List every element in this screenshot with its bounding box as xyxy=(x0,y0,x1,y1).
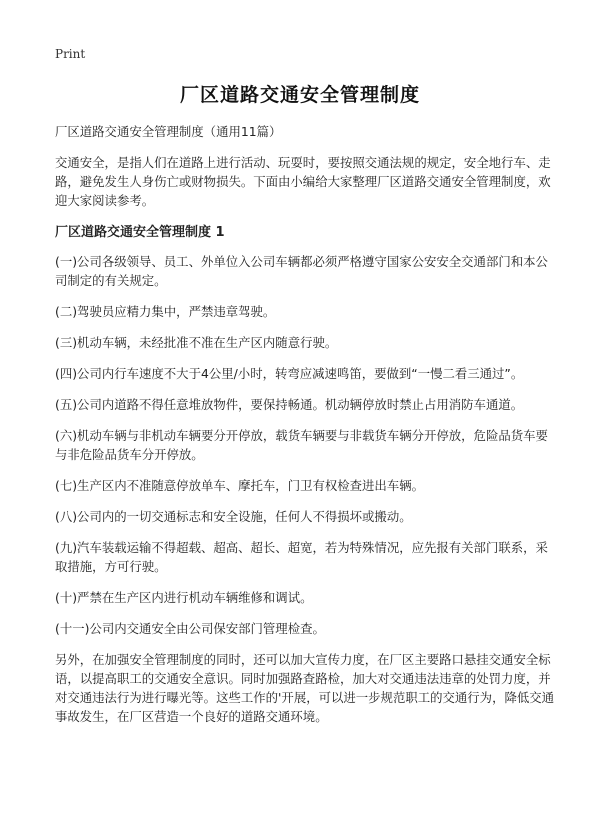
page-title: 厂区道路交通安全管理制度 xyxy=(179,84,420,106)
rule-item-5: (五)公司内道路不得任意堆放物件，要保持畅通。机动辆停放时禁止占用消防车通道。 xyxy=(55,397,524,412)
closing-paragraph: 另外，在加强安全管理制度的同时，还可以加大宣传力度，在厂区主要路口悬挂交通安全标语，以提高职工的交通安全意识。同时加强路查路检，加大对交通违法违章的处罚力度，并对交通违法行为进行曝光等。这些工作的'开展，可以进一步规范职工的交通行为，降低交通事故发生，在厂区营造一个良好的道路交通环境。 xyxy=(55,652,555,724)
rule-item-9: (九)汽车装载运输不得超载、超高、超长、超宽，若为特殊情况，应先报有关部门联系，采取措施，方可行驶。 xyxy=(55,540,548,574)
rule-item-7: (七)生产区内不准随意停放单车、摩托车，门卫有权检查进出车辆。 xyxy=(55,478,424,493)
document-body xyxy=(55,122,555,726)
rule-item-8: (八)公司内的一切交通标志和安全设施，任何人不得损坏或搬动。 xyxy=(55,509,412,524)
intro-paragraph: 交通安全，是指人们在道路上进行活动、玩耍时，要按照交通法规的规定，安全地行车、走路，避免发生人身伤亡或财物损失。下面由小编给大家整理厂区道路交通安全管理制度，欢迎大家阅读参考。 xyxy=(55,155,551,208)
rule-item-3: (三)机动车辆，未经批准不准在生产区内随意行驶。 xyxy=(55,335,338,350)
print-link[interactable]: Print xyxy=(55,47,86,61)
document-subtitle: 厂区道路交通安全管理制度（通用11篇） xyxy=(55,124,282,139)
rule-item-6: (六)机动车辆与非机动车辆要分开停放，载货车辆要与非载货车辆分开停放，危险品货车要与非危险品货车分开停放。 xyxy=(55,428,548,462)
rule-item-2: (二)驾驶员应精力集中，严禁违章驾驶。 xyxy=(55,304,276,319)
rule-item-4: (四)公司内行车速度不大于4公里/小时，转弯应减速鸣笛，要做到“一慢二看三通过”。 xyxy=(55,366,524,381)
rule-item-1: (一)公司各级领导、员工、外单位入公司车辆都必须严格遵守国家公安安全交通部门和本公司制定的有关规定。 xyxy=(55,254,548,288)
rule-item-11: (十一)公司内交通安全由公司保安部门管理检查。 xyxy=(55,621,325,636)
section-heading: 厂区道路交通安全管理制度 1 xyxy=(55,225,225,240)
rule-item-10: (十)严禁在生产区内进行机动车辆维修和调试。 xyxy=(55,590,313,605)
